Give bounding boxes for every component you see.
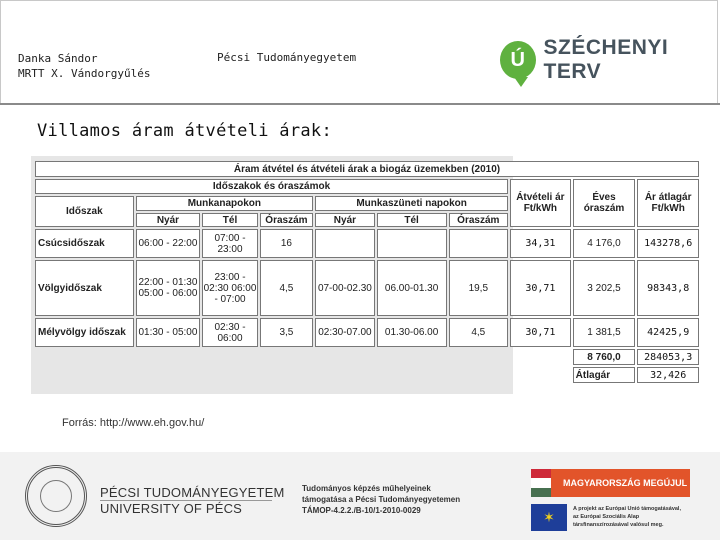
slide-title: Villamos áram átvételi árak: — [37, 121, 332, 141]
col-annual-header: Éves óraszám — [573, 179, 636, 227]
total-row — [35, 349, 699, 365]
cell-wd-winter: 02:30 - 06:00 — [202, 318, 257, 347]
col-hd-summer-header: Nyár — [315, 213, 375, 227]
cell-hd-hours: 19,5 — [449, 260, 509, 316]
eu-funding-text — [573, 505, 681, 529]
table-caption: Áram átvétel és átvételi árak a biogáz üzemekben (2010) — [35, 161, 699, 177]
funding-text — [302, 483, 460, 516]
funding-code: TÁMOP-4.2.2./B-10/1-2010-0029 — [302, 506, 421, 515]
avg-label: Átlagár — [573, 367, 636, 383]
cell-wd-hours: 3,5 — [260, 318, 313, 347]
cell-price: 30,71 — [510, 260, 571, 316]
funding-line: támogatása a Pécsi Tudományegyetemen — [302, 495, 461, 504]
col-hd-hours-header: Óraszám — [449, 213, 509, 227]
row-name: Völgyidőszak — [35, 260, 134, 316]
eu-line: társfinanszírozásával valósul meg. — [573, 522, 664, 528]
header-author-block — [18, 51, 150, 81]
total-hours: 8 760,0 — [573, 349, 636, 365]
col-holidays-header: Munkaszüneti napokon — [315, 196, 508, 211]
row-name: Mélyvölgy időszak — [35, 318, 134, 347]
cell-wd-hours: 16 — [260, 229, 313, 258]
table-row — [35, 318, 699, 347]
cell-wd-summer: 06:00 - 22:00 — [136, 229, 201, 258]
header-university: Pécsi Tudományegyetem — [217, 51, 357, 64]
cell-wd-winter: 07:00 - 23:00 — [202, 229, 257, 258]
col-wd-winter-header: Tél — [202, 213, 257, 227]
table-row — [35, 260, 699, 316]
pte-logo-text — [100, 485, 285, 517]
price-table — [33, 159, 701, 385]
avg-value: 32,426 — [637, 367, 699, 383]
eu-flag-icon: ✶ — [531, 504, 567, 531]
col-wd-hours-header: Óraszám — [260, 213, 313, 227]
magyarorszag-megujul-logo — [531, 469, 690, 497]
cell-hd-summer: 07-00-02.30 — [315, 260, 375, 316]
university-seal-icon — [25, 465, 87, 527]
cell-hd-winter — [377, 229, 447, 258]
avg-row — [35, 367, 699, 383]
cell-wd-summer: 01:30 - 05:00 — [136, 318, 201, 347]
pte-logo-divider — [100, 500, 272, 501]
cell-annual: 3 202,5 — [573, 260, 636, 316]
source-note: Forrás: http://www.eh.gov.hu/ — [62, 417, 205, 429]
cell-annual: 4 176,0 — [573, 229, 636, 258]
cell-hd-summer — [315, 229, 375, 258]
eu-line: A projekt az Európai Unió támogatásával, — [573, 506, 681, 512]
szechenyi-terv-logo — [500, 36, 720, 84]
header-divider — [0, 103, 720, 105]
cell-avg: 42425,9 — [637, 318, 699, 347]
col-avg-header: Ár átlagár Ft/kWh — [637, 179, 699, 227]
table-row — [35, 229, 699, 258]
cell-price: 34,31 — [510, 229, 571, 258]
cell-wd-winter: 23:00 - 02:30 06:00 - 07:00 — [202, 260, 257, 316]
col-wd-summer-header: Nyár — [136, 213, 201, 227]
cell-hd-hours — [449, 229, 509, 258]
total-avg: 284053,3 — [637, 349, 699, 365]
cell-avg: 143278,6 — [637, 229, 699, 258]
szechenyi-mark-icon: Ú — [500, 41, 536, 79]
pte-name-hu: PÉCSI TUDOMÁNYEGYETEM — [100, 485, 285, 500]
cell-wd-summer: 22:00 - 01:30 05:00 - 06:00 — [136, 260, 201, 316]
event-name: MRTT X. Vándorgyűlés — [18, 67, 151, 80]
cell-annual: 1 381,5 — [573, 318, 636, 347]
megujul-text: MAGYARORSZÁG MEGÚJUL — [563, 478, 688, 488]
group-header: Időszakok és óraszámok — [35, 179, 508, 194]
cell-hd-winter: 01.30-06.00 — [377, 318, 447, 347]
col-price-header: Átvételi ár Ft/kWh — [510, 179, 571, 227]
row-name: Csúcsidőszak — [35, 229, 134, 258]
pte-name-en: UNIVERSITY OF PÉCS — [100, 501, 243, 516]
cell-wd-hours: 4,5 — [260, 260, 313, 316]
author-name: Danka Sándor — [18, 52, 98, 65]
col-period-header: Időszak — [35, 196, 134, 227]
eu-line: az Európai Szociális Alap — [573, 514, 640, 520]
col-hd-winter-header: Tél — [377, 213, 447, 227]
hungarian-flag-icon — [531, 469, 551, 497]
cell-avg: 98343,8 — [637, 260, 699, 316]
funding-line: Tudományos képzés műhelyeinek — [302, 484, 431, 493]
szechenyi-logo-text: SZÉCHENYI TERV — [543, 36, 669, 83]
cell-hd-winter: 06.00-01.30 — [377, 260, 447, 316]
cell-price: 30,71 — [510, 318, 571, 347]
cell-hd-summer: 02:30-07.00 — [315, 318, 375, 347]
col-workdays-header: Munkanapokon — [136, 196, 314, 211]
cell-hd-hours: 4,5 — [449, 318, 509, 347]
